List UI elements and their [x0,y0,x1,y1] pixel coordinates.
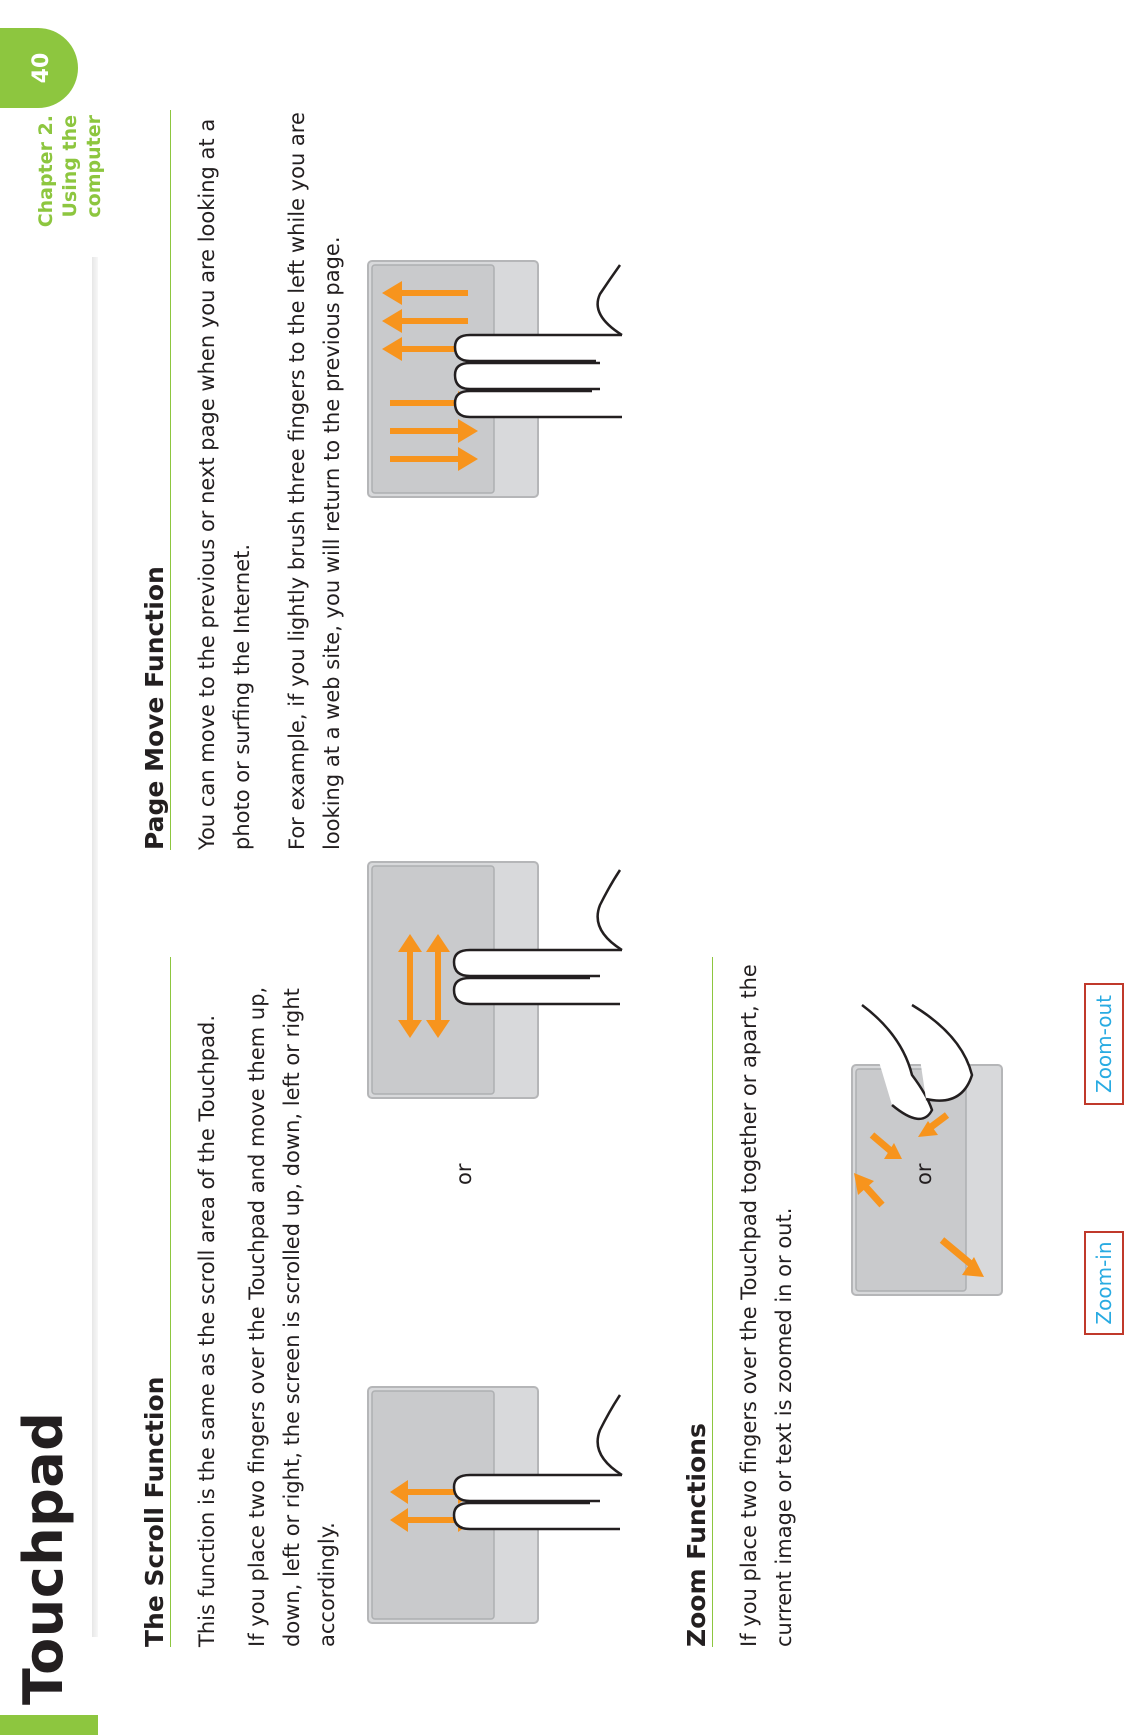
page-title: Touchpad [12,1411,75,1705]
title-accent-bar [0,1715,98,1735]
chapter-subtitle: Using the computer [59,115,105,218]
chapter-label [34,115,106,315]
scroll-heading-rule [170,957,171,1647]
scroll-horizontal-illustration [360,820,630,1100]
scroll-heading: The Scroll Function [140,1376,169,1647]
pagemove-heading-rule [170,110,171,850]
zoom-heading: Zoom Functions [682,1423,711,1647]
pagemove-para-1: You can move to the previous or next page when you are looking at a photo or surfing the Internet. [195,118,254,850]
page-number-badge: 40 [0,28,78,108]
zoom-illustration [822,975,1138,1335]
scroll-or-label: or [452,1163,476,1185]
zoom-or-label: or [912,1163,936,1185]
scroll-para-1: This function is the same as the scroll area of the Touchpad. [195,1014,219,1647]
scroll-para-2: If you place two fingers over the Touchpad and move them up, down, left or right, the screen is scrolled up, down, left or right accordingly. [245,986,339,1647]
pagemove-heading: Page Move Function [140,566,169,850]
title-underline-bar [92,257,98,1637]
zoom-in-callout: Zoom-in [1084,1231,1124,1335]
zoom-out-callout: Zoom-out [1084,983,1124,1105]
pagemove-illustration [360,219,630,499]
zoom-para-1: If you place two fingers over the Touchpad together or apart, the current image or text is zoomed in or out. [737,964,796,1647]
pagemove-para-2: For example, if you lightly brush three fingers to the left while you are looking at a web site, you will return to the previous page. [285,112,344,850]
chapter-number: Chapter 2. [35,115,57,228]
scroll-vertical-illustration [360,1345,630,1625]
zoom-heading-rule [712,957,713,1647]
